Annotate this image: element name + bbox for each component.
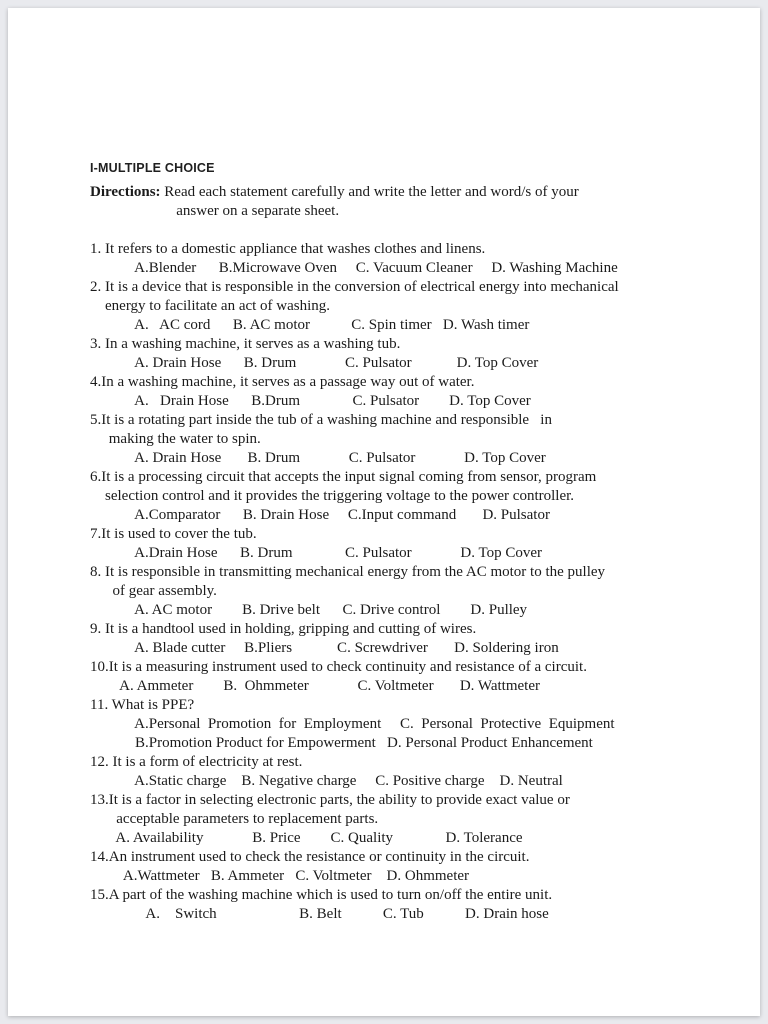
doc-line: 11. What is PPE? — [90, 697, 195, 713]
doc-line: selection control and it provides the triggering voltage to the power controller. — [90, 488, 575, 504]
doc-line: 7.It is used to cover the tub. — [90, 526, 257, 542]
section-title: I-MULTIPLE CHOICE — [90, 161, 215, 175]
doc-line: 13.It is a factor in selecting electronic parts, the ability to provide exact value or — [90, 792, 570, 808]
doc-line: A. AC cord B. AC motor C. Spin timer D. Wash timer — [90, 317, 530, 333]
directions-label: Directions: — [90, 184, 161, 200]
doc-line: A.Comparator B. Drain Hose C.Input command D. Pulsator — [90, 507, 550, 523]
doc-line: A.Wattmeter B. Ammeter C. Voltmeter D. Ohmmeter — [90, 868, 470, 884]
doc-line: A. Switch B. Belt C. Tub D. Drain hose — [90, 906, 549, 922]
doc-line: acceptable parameters to replacement parts. — [90, 811, 379, 827]
doc-line: 9. It is a handtool used in holding, gripping and cutting of wires. — [90, 621, 477, 637]
doc-line: energy to facilitate an act of washing. — [90, 298, 331, 314]
doc-line: A.Blender B.Microwave Oven C. Vacuum Cleaner D. Washing Machine — [90, 260, 618, 276]
doc-lines — [90, 183, 740, 924]
doc-line — [90, 221, 740, 240]
doc-line: of gear assembly. — [90, 583, 217, 599]
doc-line: A. AC motor B. Drive belt C. Drive control D. Pulley — [90, 602, 528, 618]
doc-line: A.Personal Promotion for Employment C. Personal Protective Equipment — [90, 716, 615, 732]
doc-line: making the water to spin. — [90, 431, 261, 447]
doc-line: A. Drain Hose B.Drum C. Pulsator D. Top Cover — [90, 393, 531, 409]
doc-line: 4.In a washing machine, it serves as a passage way out of water. — [90, 374, 475, 390]
doc-line: 12. It is a form of electricity at rest. — [90, 754, 303, 770]
doc-line: answer on a separate sheet. — [90, 203, 340, 219]
doc-line: 8. It is responsible in transmitting mechanical energy from the AC motor to the pulley — [90, 564, 606, 580]
doc-line: 15.A part of the washing machine which is used to turn on/off the entire unit. — [90, 887, 553, 903]
doc-line: 3. In a washing machine, it serves as a washing tub. — [90, 336, 401, 352]
document-page — [8, 8, 760, 1016]
doc-line: 14.An instrument used to check the resistance or continuity in the circuit. — [90, 849, 530, 865]
doc-line: A.Static charge B. Negative charge C. Positive charge D. Neutral — [90, 773, 563, 789]
doc-line: A. Drain Hose B. Drum C. Pulsator D. Top Cover — [90, 355, 539, 371]
doc-line: 2. It is a device that is responsible in the conversion of electrical energy into mechanical — [90, 279, 619, 295]
doc-line: Directions: Read each statement carefully and write the letter and word/s of your — [90, 184, 579, 200]
doc-line: 1. It refers to a domestic appliance that washes clothes and linens. — [90, 241, 486, 257]
doc-line: A. Availability B. Price C. Quality D. Tolerance — [90, 830, 523, 846]
doc-line: 5.It is a rotating part inside the tub of a washing machine and responsible in — [90, 412, 552, 428]
doc-line: A. Drain Hose B. Drum C. Pulsator D. Top Cover — [90, 450, 546, 466]
doc-line: 10.It is a measuring instrument used to check continuity and resistance of a circuit. — [90, 659, 587, 675]
doc-line: A. Ammeter B. Ohmmeter C. Voltmeter D. Wattmeter — [90, 678, 540, 694]
doc-line: B.Promotion Product for Empowerment D. Personal Product Enhancement — [90, 735, 593, 751]
doc-line: A.Drain Hose B. Drum C. Pulsator D. Top Cover — [90, 545, 542, 561]
doc-line: A. Blade cutter B.Pliers C. Screwdriver D. Soldering iron — [90, 640, 559, 656]
doc-line: 6.It is a processing circuit that accepts the input signal coming from sensor, program — [90, 469, 597, 485]
